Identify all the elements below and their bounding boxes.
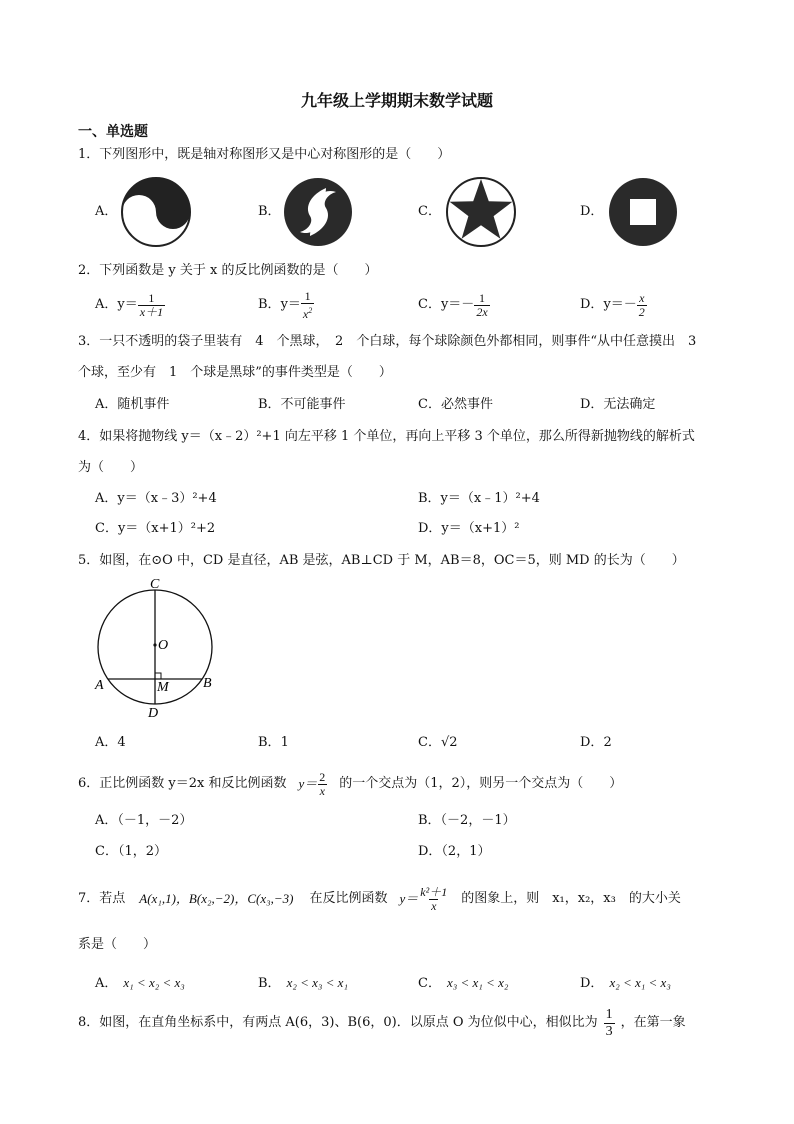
denominator: 3 bbox=[605, 1023, 613, 1039]
denominator: 2x bbox=[476, 304, 488, 319]
q7-value-b: x₂ < x₃ < x₁ bbox=[286, 975, 348, 990]
denominator bbox=[301, 303, 314, 321]
q7-value-a: x₁ < x₂ < x₃ bbox=[123, 975, 185, 990]
numerator: 1 bbox=[304, 288, 311, 303]
q6-fraction-prefix: y＝ bbox=[298, 776, 318, 791]
square-hole-coin-figure bbox=[607, 176, 679, 248]
q7-label-b: B． bbox=[258, 976, 281, 991]
swirl-emblem-figure bbox=[282, 176, 354, 248]
q4-option-b: B．y＝（x﹣1）²+4 bbox=[418, 491, 540, 506]
q3-option-c: C．必然事件 bbox=[418, 397, 493, 412]
q5-value-c: √2 bbox=[440, 735, 458, 750]
denominator-exponent: 2 bbox=[308, 305, 313, 315]
q7-label-a: A． bbox=[95, 976, 118, 991]
star-in-circle-figure bbox=[445, 176, 517, 248]
q2-stem: 2．下列函数是 y 关于 x 的反比例函数的是（ ） bbox=[78, 263, 378, 278]
q6-option-d: D．（2，1） bbox=[418, 844, 491, 859]
q6-option-a: A．（－1，－2） bbox=[95, 813, 193, 828]
q2-option-d bbox=[580, 287, 647, 323]
label-b: B bbox=[203, 676, 212, 691]
label-o: O bbox=[158, 638, 169, 653]
q4-option-d: D．y＝（x+1）² bbox=[418, 521, 520, 536]
q1-label-d: D． bbox=[580, 204, 604, 219]
section-heading: 一、单选题 bbox=[78, 124, 148, 140]
denominator: x bbox=[431, 898, 437, 913]
q7-option-d bbox=[580, 974, 671, 993]
q1-label-c: C． bbox=[418, 204, 441, 219]
denominator: x bbox=[319, 783, 325, 798]
q7-option-c bbox=[418, 974, 508, 993]
q4-option-a: A．y＝（x﹣3）²+4 bbox=[95, 491, 217, 506]
q1-stem: 1．下列图形中，既是轴对称图形又是中心对称图形的是（ ） bbox=[78, 147, 451, 162]
q2-option-b bbox=[258, 287, 314, 323]
q2-d-prefix: y＝－ bbox=[603, 297, 637, 312]
numerator: 2 bbox=[319, 769, 326, 784]
q8-stem bbox=[78, 1003, 686, 1043]
denominator-base: x bbox=[302, 306, 309, 321]
numerator: 1 bbox=[148, 290, 155, 305]
q4-line2: 为（ ） bbox=[78, 460, 144, 475]
q5-value-d: 2 bbox=[603, 735, 612, 750]
q4-option-c: C．y＝（x+1）²+2 bbox=[95, 521, 216, 536]
q7-label-c: C． bbox=[418, 976, 441, 991]
q8-stem-post: ，在第一象 bbox=[620, 1015, 686, 1030]
q7-label-d: D． bbox=[580, 976, 604, 991]
q6-option-c: C．（1，2） bbox=[95, 844, 167, 859]
q5-label-d: D． bbox=[580, 735, 604, 750]
denominator: x＋1 bbox=[139, 304, 164, 319]
q7-stem-post: 的图象上，则 x₁，x₂，x₃ 的大小关 bbox=[461, 891, 681, 906]
q2-label-d: D． bbox=[580, 297, 604, 312]
q7-fraction bbox=[400, 886, 450, 913]
q1-label-a: A． bbox=[95, 204, 118, 219]
q7-option-a bbox=[95, 974, 185, 993]
q3-option-d: D．无法确定 bbox=[580, 397, 656, 412]
label-d: D bbox=[148, 706, 159, 721]
q2-a-prefix: y＝ bbox=[117, 297, 138, 312]
q2-b-fraction bbox=[301, 290, 314, 321]
q5-label-a: A． bbox=[95, 735, 118, 750]
q7-line2: 系是（ ） bbox=[78, 937, 157, 952]
q2-a-fraction bbox=[138, 292, 165, 319]
q3-line1: 3．一只不透明的袋子里装有 4 个黑球， 2 个白球，每个球除颜色外都相同，则事件“从中任意摸出 3 bbox=[78, 334, 697, 349]
q6-fraction bbox=[298, 771, 327, 798]
q7-value-c: x₃ < x₁ < x₂ bbox=[446, 975, 509, 990]
q2-c-fraction bbox=[474, 292, 489, 319]
q3-option-a: A．随机事件 bbox=[95, 397, 170, 412]
q5-option-a bbox=[95, 734, 126, 752]
q3-line2: 个球，至少有 1 个球是黑球”的事件类型是（ ） bbox=[78, 365, 392, 380]
numerator: 1 bbox=[605, 1006, 613, 1022]
q2-label-a: A． bbox=[95, 297, 118, 312]
q5-value-a: 4 bbox=[117, 735, 126, 750]
q5-value-b: 1 bbox=[280, 735, 289, 750]
q7-option-b bbox=[258, 974, 348, 993]
q7-value-d: x₂ < x₁ < x₃ bbox=[609, 975, 671, 990]
yin-yang-figure bbox=[120, 176, 192, 248]
q5-option-d bbox=[580, 734, 612, 752]
label-c: C bbox=[150, 577, 160, 592]
page-title: 九年级上学期期末数学试题 bbox=[300, 91, 493, 110]
q5-stem: 5．如图，在⊙O 中，CD 是直径，AB 是弦，AB⊥CD 于 M，AB＝8，OC＝5，则 MD 的长为（ ） bbox=[78, 553, 685, 568]
q6-stem bbox=[78, 766, 622, 802]
numerator: k²＋1 bbox=[420, 884, 448, 899]
q7-fraction-prefix: y＝ bbox=[399, 891, 419, 906]
q4-line1: 4．如果将抛物线 y＝（x﹣2）²+1 向左平移 1 个单位，再向上平移 3 个单位，那么所得新抛物线的解析式 bbox=[78, 429, 695, 444]
q7-stem bbox=[78, 879, 681, 919]
q5-label-c: C． bbox=[418, 735, 441, 750]
numerator: x bbox=[639, 290, 645, 305]
q8-fraction bbox=[604, 1007, 615, 1040]
q2-b-prefix: y＝ bbox=[280, 297, 301, 312]
label-a: A bbox=[95, 678, 104, 693]
q2-label-c: C． bbox=[418, 297, 441, 312]
numerator: 1 bbox=[478, 290, 485, 305]
q6-option-b: B．（－2，－1） bbox=[418, 813, 516, 828]
q6-stem-pre: 6．正比例函数 y＝2x 和反比例函数 bbox=[78, 776, 287, 791]
q2-d-fraction bbox=[637, 292, 647, 319]
q6-stem-post: 的一个交点为（1，2），则另一个交点为（ ） bbox=[339, 776, 623, 791]
center-point bbox=[153, 643, 156, 646]
denominator: 2 bbox=[638, 304, 645, 319]
q5-label-b: B． bbox=[258, 735, 281, 750]
q7-stem-pre: 7．若点 bbox=[78, 891, 126, 906]
q8-stem-pre: 8．如图，在直角坐标系中，有两点 A(6，3)、B(6，0)．以原点 O 为位似中心，相似比为 bbox=[78, 1015, 598, 1030]
q7-points: A(x₁,1)，B(x₂,−2)，C(x₃,−3) bbox=[139, 891, 294, 906]
q2-c-prefix: y＝－ bbox=[440, 297, 475, 312]
q2-option-a bbox=[95, 287, 165, 323]
q1-label-b: B． bbox=[258, 204, 281, 219]
q3-option-b: B．不可能事件 bbox=[258, 397, 346, 412]
q2-label-b: B． bbox=[258, 297, 281, 312]
right-angle-mark bbox=[155, 673, 161, 679]
q5-option-b bbox=[258, 734, 289, 752]
label-m: M bbox=[157, 680, 169, 695]
circle-geometry-figure bbox=[90, 574, 230, 724]
q5-option-c bbox=[418, 734, 458, 752]
q7-stem-mid: 在反比例函数 bbox=[309, 891, 388, 906]
q2-option-c bbox=[418, 287, 490, 323]
